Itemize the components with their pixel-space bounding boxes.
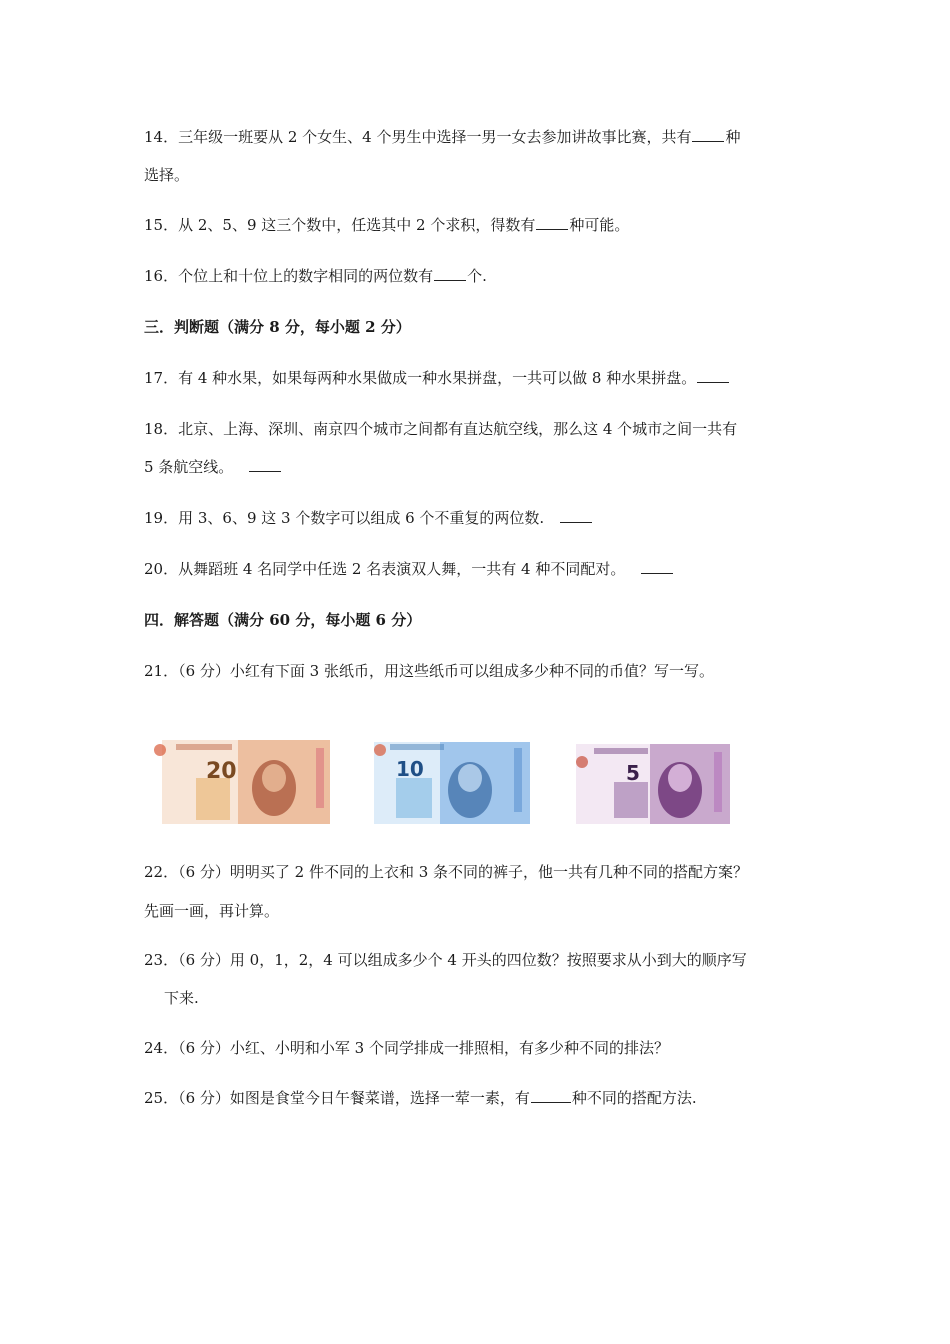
answer-blank [697, 368, 729, 383]
question-16: 16．个位上和十位上的数字相同的两位数有 个. [144, 267, 487, 285]
question-23-continued: 下来. [164, 989, 199, 1007]
question-20: 20．从舞蹈班 4 名同学中任选 2 名表演双人舞，一共有 4 种不同配对。 [144, 559, 674, 579]
answer-blank [434, 266, 466, 281]
answer-blank [249, 457, 281, 472]
question-15: 15．从 2、5、9 这三个数中，任选其中 2 个求积，得数有 种可能。 [144, 216, 630, 234]
answer-blank [536, 215, 568, 230]
question-14-continued: 选择。 [144, 166, 190, 184]
question-18-continued: 5 条航空线。 [144, 457, 282, 477]
question-21: 21．（6 分）小红有下面 3 张纸币，用这些纸币可以组成多少种不同的币值？写一写。 [144, 662, 714, 680]
section-3-heading: 三．判断题（满分 8 分，每小题 2 分） [144, 318, 411, 336]
answer-blank [692, 127, 724, 142]
question-25: 25．（6 分）如图是食堂今日午餐菜谱，选择一荤一素，有 种不同的搭配方法. [144, 1089, 697, 1107]
banknote-value: 5 [626, 761, 640, 785]
banknote-20-image [146, 738, 332, 826]
question-22: 22．（6 分）明明买了 2 件不同的上衣和 3 条不同的裤子，他一共有几种不同的搭配方案？ [144, 863, 749, 881]
question-24: 24．（6 分）小红、小明和小军 3 个同学排成一排照相，有多少种不同的排法？ [144, 1039, 669, 1057]
question-22-continued: 先画一画，再计算。 [144, 902, 280, 920]
banknote-value: 10 [396, 757, 424, 781]
section-4-heading: 四．解答题（满分 60 分，每小题 6 分） [144, 611, 422, 629]
answer-blank [531, 1088, 571, 1103]
banknote-value: 20 [206, 759, 237, 784]
question-14: 14．三年级一班要从 2 个女生、4 个男生中选择一男一女去参加讲故事比赛，共有 种 [144, 128, 741, 146]
question-18: 18．北京、上海、深圳、南京四个城市之间都有直达航空线，那么这 4 个城市之间一共有 [144, 420, 738, 438]
banknote-5-image [570, 738, 732, 826]
question-23: 23．（6 分）用 0，1，2，4 可以组成多少个 4 开头的四位数？按照要求从小到大的顺序写 [144, 951, 747, 969]
question-19: 19．用 3、6、9 这 3 个数字可以组成 6 个不重复的两位数. [144, 508, 593, 528]
answer-blank [560, 508, 592, 523]
answer-blank [641, 559, 673, 574]
question-17: 17．有 4 种水果，如果每两种水果做成一种水果拼盘，一共可以做 8 种水果拼盘。 [144, 368, 730, 388]
banknote-10-image [366, 738, 532, 826]
